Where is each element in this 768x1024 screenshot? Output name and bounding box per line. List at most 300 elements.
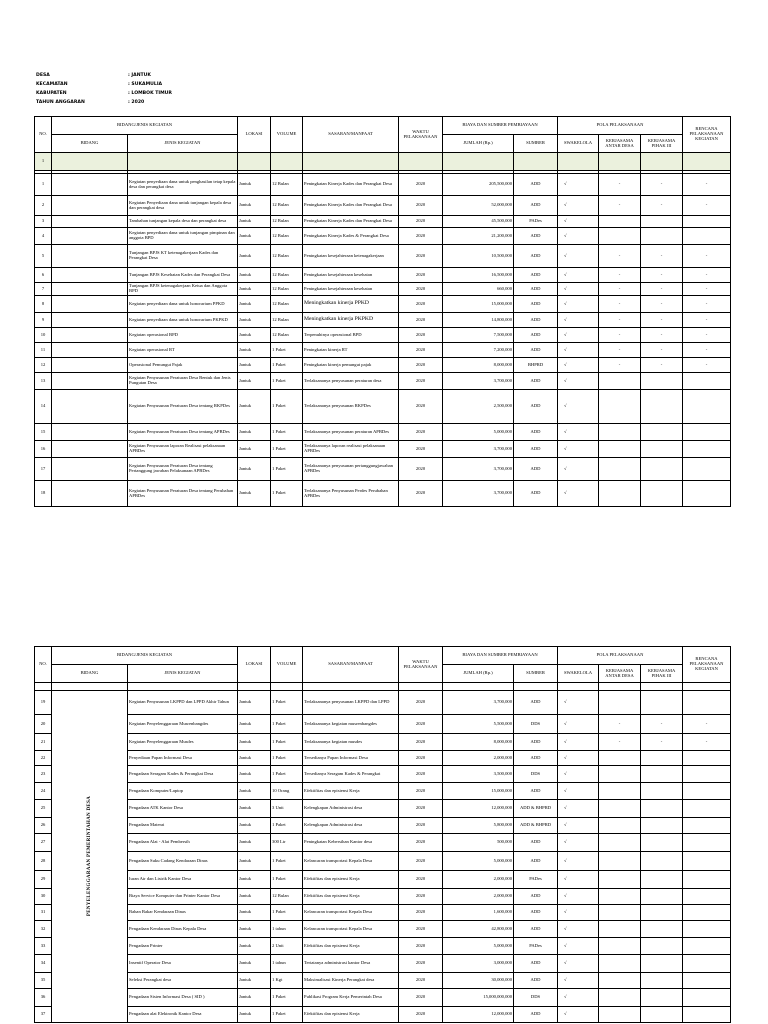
row-waktu: 2020 [399,955,443,973]
row-jumlah: 7,500,000 [443,328,514,343]
table-row [35,481,731,507]
row-sumber: PADes [514,216,558,228]
row-sumber: ADD [514,481,558,507]
table-row [35,871,731,889]
row-rencana [683,938,731,955]
row-kerjasama-pihak [641,783,683,800]
meta-kabupaten-value: : LOMBOK TIMUR [128,91,172,96]
row-sumber: ADD [514,228,558,245]
document-meta [36,71,172,107]
row-jenis: Biaya Service Komputer dan Printer Kantor Desa [128,889,238,905]
row-kerjasama-pihak [641,691,683,715]
row-sumber: ADD [514,783,558,800]
row-kerjasama-desa [599,800,641,818]
row-rencana [683,481,731,507]
row-sasaran: Peningkatan kinerja RT [303,343,399,358]
row-kerjasama-desa [599,751,641,766]
row-volume: 1 Paket [271,818,303,834]
row-kerjasama-desa [599,938,641,955]
row-jenis: Kegiatan Penyusunan Peraturan Desa Bentuk dan Jenis Pungutan Desa [128,373,238,390]
row-jumlah: 8,000,000 [443,734,514,751]
row-no: 2 [35,196,52,216]
row-kerjasama-pihak [641,751,683,766]
bidang-cell [52,196,128,216]
row-volume: 1 Paket [271,1007,303,1023]
meta-kecamatan-label: KECAMATAN [36,82,68,87]
row-waktu: 2020 [399,834,443,852]
table-row [35,889,731,905]
row-swakelola: √ [558,834,599,852]
row-volume: 1 tahun [271,921,303,938]
bidang-cell [52,343,128,358]
row-sasaran: Peningkatan kesejahteraan kesehatan [303,283,399,296]
header-sasaran: SASARAN/MANFAAT [303,117,399,153]
row-swakelola: √ [558,283,599,296]
row-jumlah: 12,000,000 [443,800,514,818]
row-kerjasama-pihak [641,973,683,989]
row-rencana [683,751,731,766]
row-jumlah: 8,000,000 [443,358,514,373]
row-sasaran: Terlaksananya Penyusunan Perdes Perubahan APBDes [303,481,399,507]
row-rencana [683,424,731,441]
row-kerjasama-desa [599,818,641,834]
row-no: 9 [35,313,52,328]
header-pola: POLA PELAKSANAAN [558,647,683,665]
header-kerjasama-desa: KERJASAMA ANTAR DESA [599,665,641,683]
row-sasaran: Peningkatan kesejahteraan ketenagakerjaan [303,245,399,268]
activity-table-1 [34,116,731,507]
row-rencana [683,973,731,989]
row-jumlah: 5,000,000 [443,424,514,441]
row-lokasi: Jantuk [238,1007,271,1023]
row-swakelola: √ [558,751,599,766]
row-rencana: - [683,174,731,196]
row-volume: 1 Paket [271,766,303,783]
header-bidang: BIDANG [52,665,128,683]
row-jumlah: 14,800,000 [443,313,514,328]
bidang-cell [52,328,128,343]
row-rencana [683,889,731,905]
row-sasaran: Kelancaran transportasi Kepala Desa [303,852,399,871]
row-kerjasama-pihak [641,373,683,390]
row-lokasi: Jantuk [238,989,271,1007]
row-rencana: - [683,734,731,751]
row-rencana [683,852,731,871]
row-rencana [683,390,731,424]
row-waktu: 2020 [399,751,443,766]
row-jenis: Kegiatan Penyelenggaraan Musrenbangdes [128,715,238,734]
row-kerjasama-desa: - [599,268,641,283]
row-rencana [683,818,731,834]
row-jenis: Penyediaan Papan Informasi Desa [128,751,238,766]
row-jumlah: 500,000 [443,834,514,852]
row-no: 36 [35,989,52,1007]
row-sumber: DDS [514,989,558,1007]
row-waktu: 2020 [399,373,443,390]
row-lokasi: Jantuk [238,458,271,481]
row-kerjasama-pihak [641,481,683,507]
row-waktu: 2020 [399,818,443,834]
row-sumber: ADD [514,905,558,921]
row-swakelola: √ [558,871,599,889]
row-volume: 1 Paket [271,691,303,715]
row-rencana: - [683,283,731,296]
row-kerjasama-desa: - [599,343,641,358]
table-row [35,818,731,834]
row-lokasi: Jantuk [238,283,271,296]
row-no: 15 [35,424,52,441]
row-sumber: ADD [514,889,558,905]
table-row [35,852,731,871]
row-jenis: Kegiatan operasional RT [128,343,238,358]
row-jenis: Bahan Bakar Kendaraan Dinas [128,905,238,921]
row-rencana [683,228,731,245]
row-lokasi: Jantuk [238,296,271,313]
row-jenis: Kegiatan Penyusunan Peraturan Desa tentang APBDes [128,424,238,441]
table-row [35,989,731,1007]
row-sumber: ADD [514,174,558,196]
header-volume: VOLUME [271,647,303,683]
row-swakelola: √ [558,818,599,834]
row-rencana [683,921,731,938]
row-rencana: - [683,358,731,373]
row-jumlah: 15,000,000 [443,296,514,313]
row-kerjasama-pihak [641,834,683,852]
row-waktu: 2020 [399,390,443,424]
row-kerjasama-pihak: - [641,715,683,734]
row-jenis: Seleksi Perangkat desa [128,973,238,989]
row-rencana [683,441,731,458]
row-waktu: 2020 [399,358,443,373]
row-swakelola: √ [558,955,599,973]
header-biaya: BIAYA DAN SUMBER PEMBIAYAAN [443,117,558,135]
row-kerjasama-pihak: - [641,283,683,296]
row-swakelola: √ [558,268,599,283]
header-lokasi: LOKASI [238,117,271,153]
row-kerjasama-desa [599,441,641,458]
table-row [35,328,731,343]
row-rencana [683,905,731,921]
row-volume: 1 Paket [271,852,303,871]
row-waktu: 2020 [399,691,443,715]
row-sasaran: Tertatanya administrasi kantor Desa [303,955,399,973]
row-no: 17 [35,458,52,481]
row-kerjasama-pihak [641,905,683,921]
activity-table-2 [34,646,731,1023]
row-volume: 1 Paket [271,458,303,481]
row-lokasi: Jantuk [238,800,271,818]
row-kerjasama-desa: - [599,734,641,751]
row-volume: 1 Kgt [271,973,303,989]
row-volume: 1 Paket [271,343,303,358]
row-swakelola: √ [558,296,599,313]
row-waktu: 2020 [399,1007,443,1023]
table-row [35,783,731,800]
row-sumber: DDS [514,715,558,734]
row-kerjasama-pihak [641,871,683,889]
row-volume: 1 Paket [271,441,303,458]
row-no: 20 [35,715,52,734]
row-no: 34 [35,955,52,973]
meta-desa-label: DESA [36,73,50,78]
row-swakelola: √ [558,481,599,507]
header-rencana: RENCANA PELAKSANAAN KEGIATAN [683,117,731,153]
meta-kabupaten-label: KABUPATEN [36,91,67,96]
row-rencana: - [683,343,731,358]
table-row [35,834,731,852]
row-sasaran: Efektifitas dan episiensi Kerja [303,889,399,905]
row-lokasi: Jantuk [238,889,271,905]
row-jenis: Kegiatan Penyusunan Peraturan Desa tentang RKPDes [128,390,238,424]
row-waktu: 2020 [399,800,443,818]
row-jenis: Pengadaan Suku Cadang Kendaraan Dinas [128,852,238,871]
row-sasaran: Efektifitas dan episiensi Kerja [303,783,399,800]
row-kerjasama-desa [599,783,641,800]
row-volume: 12 Bulan [271,196,303,216]
row-lokasi: Jantuk [238,715,271,734]
table-row [35,216,731,228]
row-jenis: Iuran Air dan Listrik Kantor Desa [128,871,238,889]
row-kerjasama-pihak: - [641,196,683,216]
header-jumlah: JUMLAH (Rp.) [443,135,514,153]
header-biaya: BIAYA DAN SUMBER PEMBIAYAAN [443,647,558,665]
bidang-cell [52,358,128,373]
table-row [35,766,731,783]
row-rencana [683,834,731,852]
header-kerjasama-desa: KERJASAMA ANTAR DESA [599,135,641,153]
row-lokasi: Jantuk [238,441,271,458]
row-volume: 1 Paket [271,989,303,1007]
bidang-cell [52,245,128,268]
row-no: 23 [35,766,52,783]
bidang-cell [52,313,128,328]
row-swakelola: √ [558,905,599,921]
row-sasaran: Terlaksananya penyusunan peraturan APBDes [303,424,399,441]
row-swakelola: √ [558,245,599,268]
row-swakelola: √ [558,938,599,955]
row-volume: 12 Bulan [271,889,303,905]
row-swakelola: √ [558,328,599,343]
row-no: 30 [35,889,52,905]
header-bidang: BIDANG [52,135,128,153]
row-jenis: Kegiatan penyediaan dana untuk penghasilan tetap kepala desa dan perangkat desa [128,174,238,196]
row-rencana [683,783,731,800]
row-waktu: 2020 [399,973,443,989]
row-kerjasama-pihak: - [641,268,683,283]
row-lokasi: Jantuk [238,938,271,955]
row-lokasi: Jantuk [238,424,271,441]
row-kerjasama-desa [599,989,641,1007]
table-row [35,938,731,955]
table-row [35,283,731,296]
row-jumlah: 3,700,000 [443,373,514,390]
row-sumber: ADD [514,973,558,989]
row-kerjasama-pihak: - [641,245,683,268]
row-lokasi: Jantuk [238,921,271,938]
row-no: 7 [35,283,52,296]
row-waktu: 2020 [399,734,443,751]
row-jenis: Pengadaan alat Elektronik Kantor Desa [128,1007,238,1023]
row-sumber: ADD [514,441,558,458]
row-jenis: Pengadaan Komputer/Laptop [128,783,238,800]
row-volume: 2 Unit [271,938,303,955]
row-sumber: ADD & BHPRD [514,800,558,818]
row-swakelola: √ [558,458,599,481]
row-no: 25 [35,800,52,818]
row-kerjasama-pihak: - [641,734,683,751]
row-jenis: Pengadaan Printer [128,938,238,955]
row-waktu: 2020 [399,481,443,507]
row-swakelola: √ [558,715,599,734]
row-lokasi: Jantuk [238,783,271,800]
row-sasaran: Kelancaran transportasi Kepala Desa [303,905,399,921]
bidang-cell [52,691,128,1023]
row-swakelola: √ [558,390,599,424]
row-waktu: 2020 [399,296,443,313]
row-sumber: ADD [514,921,558,938]
table-row [35,296,731,313]
row-lokasi: Jantuk [238,390,271,424]
row-volume: 1 Paket [271,424,303,441]
row-jumlah: 10,500,000 [443,245,514,268]
row-sasaran: Peningkatan kesejahteraan kesehatan [303,268,399,283]
row-no: 28 [35,852,52,871]
row-lokasi: Jantuk [238,245,271,268]
row-volume: 12 Bulan [271,245,303,268]
row-volume: 12 Bulan [271,313,303,328]
row-swakelola: √ [558,358,599,373]
row-no: 22 [35,751,52,766]
header-sumber: SUMBER [514,135,558,153]
row-jumlah: 42,800,000 [443,921,514,938]
row-kerjasama-pihak [641,1007,683,1023]
header-waktu: WAKTU PELAKSANAAN [399,647,443,683]
row-no: 29 [35,871,52,889]
row-jumlah: 21,200,000 [443,228,514,245]
row-sumber: ADD [514,390,558,424]
row-swakelola: √ [558,441,599,458]
row-volume: 10 Orang [271,783,303,800]
row-lokasi: Jantuk [238,871,271,889]
row-kerjasama-desa [599,216,641,228]
row-sumber: ADD [514,313,558,328]
row-waktu: 2020 [399,905,443,921]
row-sumber: ADD [514,1007,558,1023]
bidang-cell [52,441,128,458]
row-jenis: Pengadaan Materai [128,818,238,834]
table-row [35,174,731,196]
meta-desa [36,71,172,80]
row-sasaran: Peningkatan Kinerja Kades & Perangkat Desa [303,228,399,245]
header-no: NO. [35,117,52,153]
row-kerjasama-desa [599,871,641,889]
row-jenis: Operasional Pemungut Pajak [128,358,238,373]
row-rencana: - [683,268,731,283]
row-waktu: 2020 [399,216,443,228]
row-volume: 1 tahun [271,955,303,973]
row-no: 27 [35,834,52,852]
row-waktu: 2020 [399,921,443,938]
row-lokasi: Jantuk [238,955,271,973]
row-jumlah: 2,500,000 [443,390,514,424]
row-kerjasama-pihak [641,921,683,938]
bidang-cell [52,174,128,196]
row-sumber: ADD [514,955,558,973]
row-no: 14 [35,390,52,424]
row-kerjasama-desa: - [599,174,641,196]
row-jenis: Kegiatan Penyusunan Peraturan Desa tentang Perubahan APBDes [128,481,238,507]
row-sasaran: Peningkatan kinerja pemungut pajak [303,358,399,373]
table-row [35,458,731,481]
row-jumlah: 3,700,000 [443,441,514,458]
row-lokasi: Jantuk [238,751,271,766]
bidang-cell [52,458,128,481]
header-kerjasama-pihak: KERJASAMA PIHAK III [641,665,683,683]
row-swakelola: √ [558,313,599,328]
row-jumlah: 15,000,000 [443,783,514,800]
row-kerjasama-desa: - [599,283,641,296]
row-kerjasama-pihak [641,800,683,818]
row-swakelola: √ [558,1007,599,1023]
row-kerjasama-pihak [641,228,683,245]
row-kerjasama-pihak: - [641,174,683,196]
row-sasaran: Meningkatkan kinerja PPKD [303,296,399,313]
row-rencana: - [683,196,731,216]
row-waktu: 2020 [399,783,443,800]
row-volume: 1 Paket [271,390,303,424]
row-kerjasama-pihak [641,955,683,973]
row-lokasi: Jantuk [238,852,271,871]
row-no: 8 [35,296,52,313]
row-swakelola: √ [558,989,599,1007]
row-sumber: ADD [514,328,558,343]
row-lokasi: Jantuk [238,358,271,373]
row-jumlah: 3,700,000 [443,691,514,715]
row-sumber: BHPRD [514,358,558,373]
row-jumlah: 2,000,000 [443,889,514,905]
row-no: 21 [35,734,52,751]
row-jenis: Kegiatan penyediaan dana untuk honorarium PPKD [128,296,238,313]
header-swakelola: SWAKELOLA [558,135,599,153]
row-rencana [683,1007,731,1023]
row-jumlah: 2,000,000 [443,751,514,766]
row-rencana [683,871,731,889]
table-row [35,800,731,818]
row-kerjasama-pihak [641,818,683,834]
row-waktu: 2020 [399,889,443,905]
row-jumlah: 3,500,000 [443,766,514,783]
row-sasaran: Terlaksananya penyusunan peraturan desa [303,373,399,390]
row-jenis: Kegiatan Penyusunan LKPPD dan LPPD Akhir Tahun [128,691,238,715]
row-swakelola: √ [558,228,599,245]
row-rencana [683,766,731,783]
row-volume: 12 Bulan [271,296,303,313]
table-row [35,245,731,268]
row-waktu: 2020 [399,441,443,458]
bidang-cell [52,268,128,283]
row-no: 6 [35,268,52,283]
row-jenis: Kegiatan Penyusunan Peraturan Desa tentang Pertanggung jawaban Pelaksanaan APBDes [128,458,238,481]
table-row [35,228,731,245]
header-jenis: JENIS KEGIATAN [128,665,238,683]
row-kerjasama-desa [599,373,641,390]
row-sasaran: Terlaksananya penyusunan LKPPD dan LPPD [303,691,399,715]
row-no: 37 [35,1007,52,1023]
row-sasaran: Terlaksananya penyusunan pertanggungjawaban APBDes [303,458,399,481]
row-sumber: PADes [514,938,558,955]
row-lokasi: Jantuk [238,734,271,751]
bidang-cell [52,296,128,313]
